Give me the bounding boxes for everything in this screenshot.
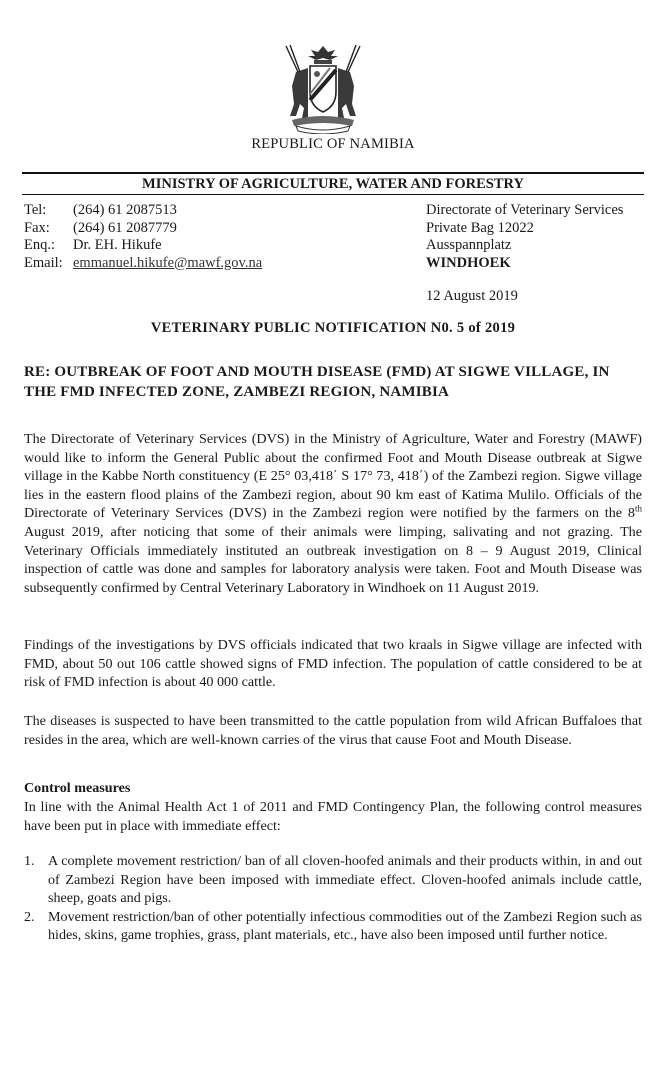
paragraph-outbreak-part-a: The Directorate of Veterinary Services (DVS) in the Ministry of Agriculture, Water and Forestry (MAWF) would like to inform the General Public about the confirmed Foot and Mouth Disease outbreak at Sigwe village in the Kabbe North constituency (E 25° 03,418΄ S 17° 73, 418΄) of the Zambezi region. Sigwe village lies in the eastern flood plains of the Zambezi region, about 90 km east of Katima Mulilo. Officials of the Directorate of Veterinary Services (DVS) in the Zambezi region were notified by the farmers on the 8 [24, 431, 642, 522]
paragraph-transmission: The diseases is suspected to have been transmitted to the cattle population from wild African Buffaloes that resides in the area, which are well-known carries of the virus that cause Foot and Mouth Disease. [24, 713, 642, 748]
subject-title: RE: OUTBREAK OF FOOT AND MOUTH DISEASE (FMD) AT SIGWE VILLAGE, IN THE FMD INFECTED ZONE, ZAMBEZI REGION, NAMIBIA [24, 364, 610, 400]
address-block [426, 202, 623, 272]
notification-title: VETERINARY PUBLIC NOTIFICATION N0. 5 of 2019 [150, 320, 516, 336]
list-item-text: Movement restriction/ban of other potentially infectious commodities out of the Zambezi Region such as hides, skins, game trophies, grass, plant materials, etc., have also been imposed until further notice. [48, 908, 642, 944]
tel-label: Tel: [24, 202, 47, 218]
enq-value: Dr. EH. Hikufe [73, 237, 162, 253]
tel-value: (264) 61 2087513 [73, 202, 177, 218]
control-measures-list [24, 852, 642, 945]
header-rule-bottom [22, 194, 644, 195]
ministry-heading: MINISTRY OF AGRICULTURE, WATER AND FORESTRY [142, 176, 524, 192]
letter-date: 12 August 2019 [426, 288, 518, 304]
paragraph-findings: Findings of the investigations by DVS officials indicated that two kraals in Sigwe village are infected with FMD, about 50 out 106 cattle showed signs of FMD infection. The population of cattle considered to be at risk of FMD infection is about 40 000 cattle. [24, 637, 642, 691]
list-item [24, 908, 642, 945]
address-line-2: Private Bag 12022 [426, 219, 534, 236]
list-item-number: 2. [24, 908, 35, 925]
email-label: Email: [24, 254, 63, 271]
enq-label: Enq.: [24, 237, 56, 253]
email-link[interactable]: emmanuel.hikufe@mawf.gov.na [73, 254, 263, 271]
list-item-number: 1. [24, 853, 35, 869]
header-rule-top [22, 172, 644, 174]
contact-email [24, 255, 262, 273]
fax-label: Fax: [24, 219, 50, 236]
address-line-1: Directorate of Veterinary Services [426, 202, 624, 218]
paragraph-outbreak [24, 430, 642, 597]
contact-tel [24, 202, 262, 220]
control-measures-intro: In line with the Animal Health Act 1 of 2011 and FMD Contingency Plan, the following control measures have been put in place with immediate effect: [24, 799, 642, 834]
address-city: WINDHOEK [426, 254, 511, 271]
address-line-3: Ausspannplatz [426, 237, 512, 253]
paragraph-outbreak-part-b: August 2019, after noticing that some of their animals were limping, salivating and not grazing. The Veterinary Officials immediately instituted an outbreak investigation on 8 – 9 August 2019, Clinical inspection of cattle was done and samples for laboratory analysis were taken. Foot and Mouth Disease was subsequently confirmed by Central Veterinary Laboratory in Windhoek on 11 August 2019. [24, 523, 642, 596]
contact-fax [24, 220, 262, 238]
control-measures-heading: Control measures [24, 780, 131, 796]
ordinal-suffix: th [634, 503, 642, 514]
list-item-text: A complete movement restriction/ ban of all cloven-hoofed animals and their products within, in and out of Zambezi Region have been imposed with immediate effect. Cloven-hoofed animals include cattle, sheep, goats and pigs. [48, 853, 642, 907]
contact-enq [24, 237, 262, 255]
coat-of-arms-icon [278, 42, 368, 134]
list-item [24, 852, 642, 908]
contact-block [24, 202, 262, 272]
fax-value: (264) 61 2087779 [73, 219, 177, 236]
republic-heading: REPUBLIC OF NAMIBIA [251, 136, 415, 152]
